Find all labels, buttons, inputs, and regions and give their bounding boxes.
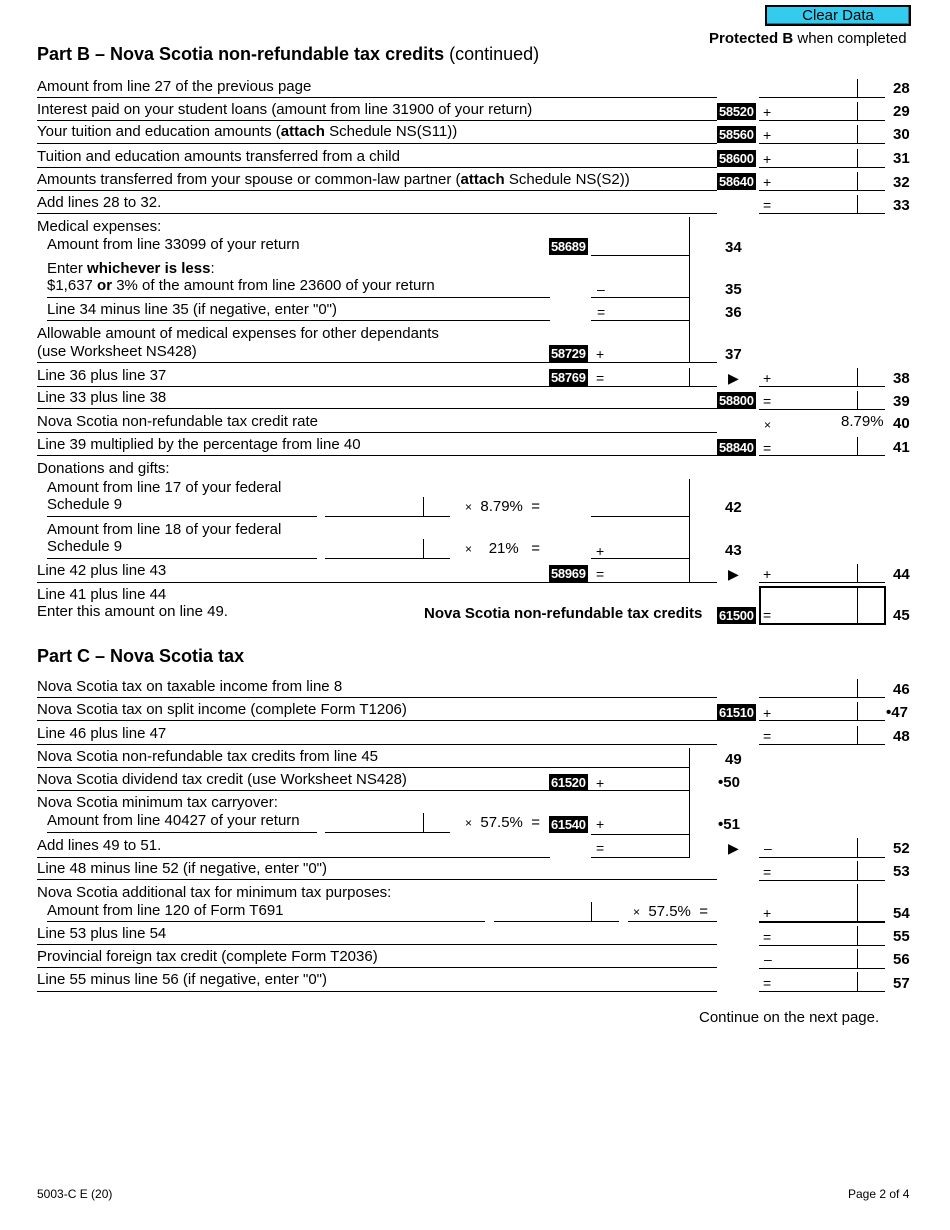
divider bbox=[37, 167, 717, 168]
divider bbox=[37, 455, 717, 456]
line-37-label-2: (use Worksheet NS428) bbox=[37, 343, 197, 360]
amount-field-42-input[interactable] bbox=[325, 516, 450, 517]
field-sep bbox=[689, 368, 690, 387]
amount-field-34[interactable] bbox=[591, 255, 689, 256]
amount-field-44[interactable] bbox=[759, 582, 885, 583]
code-61500: 61500 bbox=[719, 608, 754, 623]
line-num-28: 28 bbox=[893, 80, 910, 97]
plus-sign: + bbox=[763, 705, 772, 721]
field-sep bbox=[857, 679, 858, 698]
l32a: Amounts transferred from your spouse or common-law partner ( bbox=[37, 171, 461, 188]
line-50-label: Nova Scotia dividend tax credit (use Worksheet NS428) bbox=[37, 771, 407, 788]
amount-field-54[interactable] bbox=[759, 921, 885, 923]
code-61510: 61510 bbox=[719, 705, 754, 720]
divider bbox=[37, 408, 717, 409]
line-num-53: 53 bbox=[893, 863, 910, 880]
amount-field-43-input[interactable] bbox=[325, 558, 450, 559]
field-sep bbox=[857, 125, 858, 144]
line-num-31: 31 bbox=[893, 150, 910, 167]
code-58800: 58800 bbox=[719, 393, 754, 408]
divider bbox=[37, 944, 717, 945]
additional-tax-header: Nova Scotia additional tax for minimum tax purposes: bbox=[37, 884, 392, 901]
donations-column-sep bbox=[689, 479, 690, 582]
amount-field-33[interactable] bbox=[759, 213, 885, 214]
line-num-51: •51 bbox=[718, 816, 740, 833]
equals-sign: = bbox=[763, 864, 772, 880]
rate-51: 57.5% bbox=[480, 814, 523, 831]
field-sep bbox=[857, 861, 858, 880]
line-33-label: Add lines 28 to 32. bbox=[37, 194, 162, 211]
amount-field-46[interactable] bbox=[759, 697, 885, 698]
line-num-50-value: 50 bbox=[723, 774, 740, 791]
line-39-label: Line 33 plus line 38 bbox=[37, 389, 167, 406]
line-45-label-2: Enter this amount on line 49. bbox=[37, 603, 228, 620]
arrow-right-icon: ▶ bbox=[728, 370, 739, 386]
divider bbox=[47, 297, 550, 298]
amount-field-47[interactable] bbox=[759, 720, 885, 721]
plus-sign: + bbox=[596, 346, 605, 362]
field-sep bbox=[857, 884, 858, 921]
arrow-right-icon: ▶ bbox=[728, 840, 739, 856]
code-58840: 58840 bbox=[719, 440, 754, 455]
amount-field-38[interactable] bbox=[759, 386, 885, 387]
equals-sign: = bbox=[763, 929, 772, 945]
equals-sign: = bbox=[763, 728, 772, 744]
line-num-54: 54 bbox=[893, 905, 910, 922]
line-34-label: Amount from line 33099 of your return bbox=[47, 236, 300, 253]
amount-field-41[interactable] bbox=[759, 455, 885, 456]
line-45-total-label: Nova Scotia non-refundable tax credits bbox=[424, 605, 703, 622]
line-num-49: 49 bbox=[725, 751, 742, 768]
part-b-title-bold: Part B – Nova Scotia non-refundable tax credits bbox=[37, 44, 445, 64]
divider bbox=[37, 991, 717, 992]
plus-sign: + bbox=[596, 775, 605, 791]
plus-sign: + bbox=[763, 104, 772, 120]
amount-field-35[interactable] bbox=[591, 297, 689, 298]
divider bbox=[628, 921, 717, 922]
line-31-label: Tuition and education amounts transferred from a child bbox=[37, 148, 400, 165]
divider bbox=[37, 213, 717, 214]
amount-field-36[interactable] bbox=[591, 320, 689, 321]
amount-field-55[interactable] bbox=[759, 945, 885, 946]
amount-field-51-input[interactable] bbox=[325, 832, 450, 833]
field-sep bbox=[857, 726, 858, 745]
line-46-label: Nova Scotia tax on taxable income from line 8 bbox=[37, 678, 343, 695]
plus-sign: + bbox=[596, 816, 605, 832]
divider bbox=[37, 767, 690, 768]
rate-42-expr: × 8.79% = bbox=[465, 498, 541, 515]
code-61520: 61520 bbox=[551, 775, 586, 790]
plus-sign: + bbox=[763, 174, 772, 190]
amount-field-45[interactable] bbox=[759, 586, 886, 625]
code-61540: 61540 bbox=[551, 817, 586, 832]
line-num-55: 55 bbox=[893, 928, 910, 945]
line-52-label: Add lines 49 to 51. bbox=[37, 837, 162, 854]
amount-field-48[interactable] bbox=[759, 744, 885, 745]
line-36-label: Line 34 minus line 35 (if negative, enter "0") bbox=[47, 301, 337, 318]
divider bbox=[37, 744, 717, 745]
code-58969: 58969 bbox=[551, 566, 586, 581]
amount-field-31[interactable] bbox=[759, 167, 885, 168]
line-41-label: Line 39 multiplied by the percentage from line 40 bbox=[37, 436, 361, 453]
l35f: 3% of the amount from line 23600 of your return bbox=[112, 277, 435, 294]
l32b: attach bbox=[460, 171, 505, 188]
field-sep bbox=[423, 813, 424, 832]
line-num-57: 57 bbox=[893, 975, 910, 992]
amount-field-29[interactable] bbox=[759, 120, 885, 121]
amount-field-57[interactable] bbox=[759, 991, 885, 992]
rate-43: 21% bbox=[488, 540, 519, 557]
code-58689: 58689 bbox=[551, 239, 586, 254]
plus-sign: + bbox=[763, 370, 772, 386]
amount-field-56[interactable] bbox=[759, 968, 885, 969]
protected-rest: when completed bbox=[793, 30, 907, 47]
equals-sign: = bbox=[596, 370, 605, 386]
line-num-36: 36 bbox=[725, 304, 742, 321]
code-58520: 58520 bbox=[719, 104, 754, 119]
arrow-right-icon: ▶ bbox=[728, 566, 739, 582]
code-58640: 58640 bbox=[719, 174, 754, 189]
line-51-label: Amount from line 40427 of your return bbox=[47, 812, 300, 829]
line-30-label bbox=[37, 123, 457, 141]
line-num-42: 42 bbox=[725, 499, 742, 516]
field-sep bbox=[857, 391, 858, 410]
medical-column-sep bbox=[689, 217, 690, 362]
field-sep bbox=[857, 368, 858, 387]
line-49-label: Nova Scotia non-refundable tax credits from line 45 bbox=[37, 748, 379, 765]
line-num-50: •50 bbox=[718, 774, 740, 791]
divider bbox=[37, 432, 717, 433]
line-44-label: Line 42 plus line 43 bbox=[37, 562, 167, 579]
l35a: Enter bbox=[47, 260, 88, 277]
field-sep bbox=[857, 972, 858, 991]
minus-sign: – bbox=[764, 840, 772, 856]
amount-field-43[interactable] bbox=[591, 558, 689, 559]
protected-label bbox=[709, 30, 907, 48]
field-sep bbox=[857, 949, 858, 968]
page-number: Page 2 of 4 bbox=[848, 1187, 910, 1201]
field-sep bbox=[857, 149, 858, 168]
line-40-label: Nova Scotia non-refundable tax credit rate bbox=[37, 413, 318, 430]
line-num-48: 48 bbox=[893, 728, 910, 745]
line-42-label-1: Amount from line 17 of your federal bbox=[47, 479, 282, 496]
divider bbox=[47, 320, 550, 321]
amount-field-32[interactable] bbox=[759, 190, 885, 191]
field-sep bbox=[423, 497, 424, 516]
plus-sign: + bbox=[763, 566, 772, 582]
divider bbox=[47, 558, 317, 559]
minus-sign: – bbox=[764, 951, 772, 967]
code-58600: 58600 bbox=[719, 151, 754, 166]
line-47-label: Nova Scotia tax on split income (complete Form T1206) bbox=[37, 701, 407, 718]
credits-column-sep bbox=[689, 748, 690, 858]
field-sep bbox=[857, 195, 858, 214]
amount-field-38-left[interactable] bbox=[591, 386, 689, 387]
divider bbox=[37, 857, 550, 858]
line-37-label-1: Allowable amount of medical expenses for other dependants bbox=[37, 325, 439, 342]
part-c-title: Part C – Nova Scotia tax bbox=[37, 646, 245, 666]
equals-sign: = bbox=[596, 566, 605, 582]
medical-header: Medical expenses: bbox=[37, 218, 162, 235]
divider bbox=[37, 967, 717, 968]
l30a: Your tuition and education amounts ( bbox=[37, 123, 281, 140]
amount-field-42[interactable] bbox=[591, 516, 689, 517]
line-num-56: 56 bbox=[893, 951, 910, 968]
minus-sign: – bbox=[597, 281, 605, 297]
code-58729: 58729 bbox=[551, 346, 586, 361]
line-35-label-2 bbox=[47, 277, 435, 295]
line-num-41: 41 bbox=[893, 439, 910, 456]
line-num-37: 37 bbox=[725, 346, 742, 363]
code-58769: 58769 bbox=[551, 370, 586, 385]
amount-field-51[interactable] bbox=[591, 834, 689, 835]
l35e: or bbox=[97, 277, 113, 294]
equals-sign: = bbox=[597, 304, 606, 320]
divider bbox=[37, 143, 717, 144]
rate-54-expr: × 57.5% = bbox=[633, 903, 709, 920]
line-num-45: 45 bbox=[893, 607, 910, 624]
equals-sign: = bbox=[763, 440, 772, 456]
part-b-title bbox=[37, 44, 539, 64]
l35b: whichever is less bbox=[87, 260, 211, 277]
l35c: : bbox=[210, 260, 215, 277]
form-id: 5003-C E (20) bbox=[37, 1187, 113, 1201]
equals-sign: = bbox=[763, 975, 772, 991]
rate-40: 8.79% bbox=[841, 413, 884, 430]
line-29-label: Interest paid on your student loans (amount from line 31900 of your return) bbox=[37, 101, 533, 118]
field-sep bbox=[857, 564, 858, 583]
line-57-label: Line 55 minus line 56 (if negative, enter "0") bbox=[37, 971, 327, 988]
equals-sign: = bbox=[763, 393, 772, 409]
line-54-label: Amount from line 120 of Form T691 bbox=[47, 902, 284, 919]
field-sep bbox=[857, 926, 858, 945]
amount-field-54-input[interactable] bbox=[494, 921, 619, 922]
protected-bold: Protected B bbox=[709, 30, 794, 47]
equals-sign: = bbox=[763, 607, 772, 623]
line-53-label: Line 48 minus line 52 (if negative, enter "0") bbox=[37, 860, 327, 877]
divider bbox=[47, 921, 485, 922]
line-num-32: 32 bbox=[893, 174, 910, 191]
field-sep bbox=[857, 437, 858, 456]
line-num-44: 44 bbox=[893, 566, 910, 583]
l32c: Schedule NS(S2)) bbox=[504, 171, 630, 188]
amount-field-37[interactable] bbox=[591, 362, 689, 363]
line-32-label bbox=[37, 171, 630, 189]
line-num-38: 38 bbox=[893, 370, 910, 387]
divider bbox=[37, 97, 717, 98]
line-38-label: Line 36 plus line 37 bbox=[37, 367, 167, 384]
field-sep bbox=[857, 587, 858, 624]
line-num-30: 30 bbox=[893, 126, 910, 143]
min-tax-header: Nova Scotia minimum tax carryover: bbox=[37, 794, 278, 811]
line-num-51-value: 51 bbox=[723, 816, 740, 833]
line-num-34: 34 bbox=[725, 239, 742, 256]
divider bbox=[47, 516, 317, 517]
part-b-title-rest: (continued) bbox=[444, 44, 540, 64]
rate-42: 8.79% bbox=[480, 498, 523, 515]
field-sep bbox=[857, 79, 858, 98]
divider bbox=[47, 832, 317, 833]
line-num-33: 33 bbox=[893, 197, 910, 214]
line-num-47: •47 bbox=[886, 704, 908, 721]
field-sep bbox=[857, 702, 858, 721]
equals-sign: = bbox=[763, 197, 772, 213]
line-num-29: 29 bbox=[893, 103, 910, 120]
line-55-label: Line 53 plus line 54 bbox=[37, 925, 167, 942]
field-sep bbox=[857, 102, 858, 121]
amount-field-30[interactable] bbox=[759, 143, 885, 144]
field-sep bbox=[591, 902, 592, 921]
amount-field-52-left[interactable] bbox=[591, 857, 689, 858]
amount-field-44-left[interactable] bbox=[591, 582, 689, 583]
divider bbox=[37, 720, 717, 721]
times-sign: × bbox=[764, 418, 772, 432]
plus-sign: + bbox=[596, 543, 605, 559]
field-sep bbox=[423, 539, 424, 558]
continue-note: Continue on the next page. bbox=[699, 1009, 880, 1026]
plus-sign: + bbox=[763, 127, 772, 143]
line-45-label-1: Line 41 plus line 44 bbox=[37, 586, 167, 603]
line-43-label-2: Schedule 9 bbox=[47, 538, 123, 555]
divider bbox=[37, 120, 717, 121]
divider bbox=[37, 790, 690, 791]
line-num-52: 52 bbox=[893, 840, 910, 857]
line-48-label: Line 46 plus line 47 bbox=[37, 725, 167, 742]
line-28-label: Amount from line 27 of the previous page bbox=[37, 78, 312, 95]
plus-sign: + bbox=[763, 905, 772, 921]
l35d: $1,637 bbox=[47, 277, 98, 294]
rate-43-expr: × 21% = bbox=[465, 540, 540, 557]
donations-header: Donations and gifts: bbox=[37, 460, 170, 477]
l30c: Schedule NS(S11)) bbox=[324, 123, 458, 140]
rate-51-expr: × 57.5% = bbox=[465, 814, 541, 831]
plus-sign: + bbox=[763, 151, 772, 167]
line-43-label-1: Amount from line 18 of your federal bbox=[47, 521, 282, 538]
field-sep bbox=[857, 838, 858, 857]
code-58560: 58560 bbox=[719, 127, 754, 142]
divider bbox=[37, 879, 717, 880]
line-56-label: Provincial foreign tax credit (complete Form T2036) bbox=[37, 948, 378, 965]
line-num-39: 39 bbox=[893, 393, 910, 410]
amount-field-39[interactable] bbox=[759, 409, 885, 410]
line-num-46: 46 bbox=[893, 681, 910, 698]
field-sep bbox=[857, 172, 858, 191]
line-num-40: 40 bbox=[893, 415, 910, 432]
line-num-43: 43 bbox=[725, 542, 742, 559]
equals-sign: = bbox=[596, 840, 605, 856]
rate-54: 57.5% bbox=[648, 903, 691, 920]
amount-field-28[interactable] bbox=[759, 97, 885, 98]
line-num-35: 35 bbox=[725, 281, 742, 298]
clear-data-button[interactable]: Clear Data bbox=[765, 5, 911, 26]
divider bbox=[37, 190, 717, 191]
divider bbox=[37, 697, 717, 698]
amount-field-53[interactable] bbox=[759, 880, 885, 881]
line-35-label-1 bbox=[47, 260, 215, 278]
amount-field-52[interactable] bbox=[759, 857, 885, 858]
l30b: attach bbox=[280, 123, 325, 140]
line-num-47-value: 47 bbox=[891, 704, 908, 721]
line-42-label-2: Schedule 9 bbox=[47, 496, 123, 513]
